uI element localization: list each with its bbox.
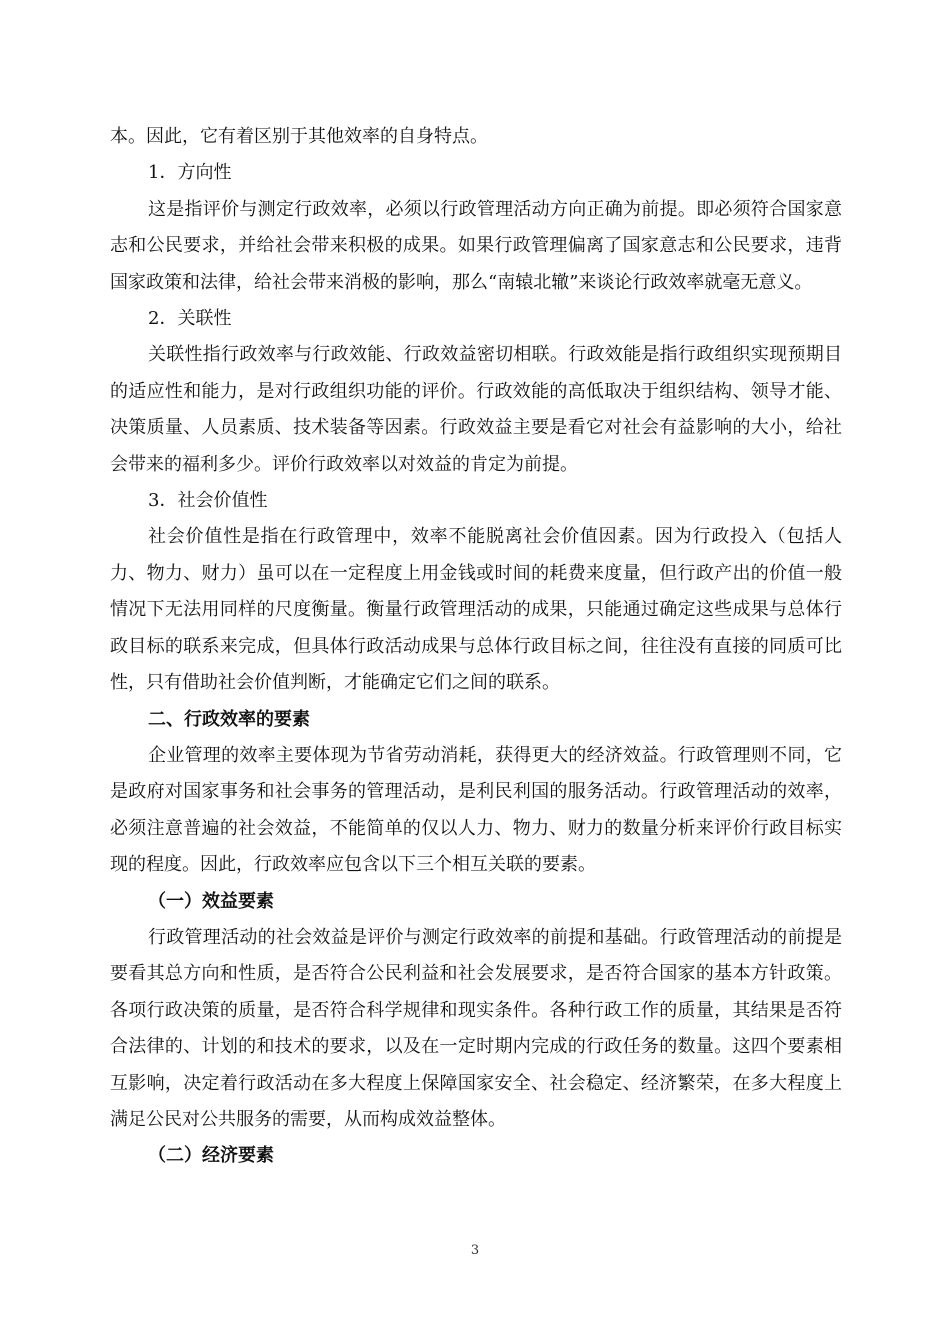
paragraph: 关联性指行政效率与行政效能、行政效益密切相联。行政效能是指行政组织实现预期目的适应性和能力，是对行政组织功能的评价。行政效能的高低取决于组织结构、领导才能、决策质量、人员素质、技术装备等因素。行政效益主要是看它对社会有益影响的大小，给社会带来的福利多少。评价行政效率以对效益的肯定为前提。 (110, 344, 842, 475)
paragraph: 社会价值性是指在行政管理中，效率不能脱离社会价值因素。因为行政投入（包括人力、物力、财力）虽可以在一定程度上用金钱或时间的耗费来度量，但行政产出的价值一般情况下无法用同样的尺度衡量。衡量行政管理活动的成果，只能通过确定这些成果与总体行政目标的联系来完成，但具体行政活动成果与总体行政目标之间，往往没有直接的同质可比性，只有借助社会价值判断，才能确定它们之间的联系。 (110, 526, 842, 694)
paragraph: 这是指评价与测定行政效率，必须以行政管理活动方向正确为前提。即必须符合国家意志和公民要求，并给社会带来积极的成果。如果行政管理偏离了国家意志和公民要求，违背国家政策和法律，给社会带来消极的影响，那么“南辕北辙”来谈论行政效率就毫无意义。 (110, 198, 842, 293)
subheading-social-value: 3．社会价值性 (148, 490, 268, 512)
subheading-direction: 1．方向性 (148, 162, 232, 184)
paragraph: 企业管理的效率主要体现为节省劳动消耗，获得更大的经济效益。行政管理则不同，它是政府对国家事务和社会事务的管理活动，是利民利国的服务活动。行政管理活动的效率，必须注意普遍的社会效益，不能简单的仅以人力、物力、财力的数量分析来评价行政目标实现的程度。因此，行政效率应包含以下三个相互关联的要素。 (110, 744, 842, 876)
page-number: 3 (470, 1243, 480, 1258)
page-body (110, 119, 842, 1175)
subheading-relevance: 2．关联性 (148, 308, 232, 330)
section-heading: 二、行政效率的要素 (148, 708, 310, 730)
subsection-heading-economic: （二）经济要素 (148, 1145, 274, 1167)
paragraph: 行政管理活动的社会效益是评价与测定行政效率的前提和基础。行政管理活动的前提是要看其总方向和性质，是否符合公民利益和社会发展要求，是否符合国家的基本方针政策。各项行政决策的质量，是否符合科学规律和现实条件。各种行政工作的质量，其结果是否符合法律的、计划的和技术的要求，以及在一定时期内完成的行政任务的数量。这四个要素相互影响，决定着行政活动在多大程度上保障国家安全、社会稳定、经济繁荣，在多大程度上满足公民对公共服务的需要，从而构成效益整体。 (110, 926, 842, 1130)
paragraph: 本。因此，它有着区别于其他效率的自身特点。 (110, 126, 488, 147)
subsection-heading-benefit: （一）效益要素 (148, 890, 274, 912)
